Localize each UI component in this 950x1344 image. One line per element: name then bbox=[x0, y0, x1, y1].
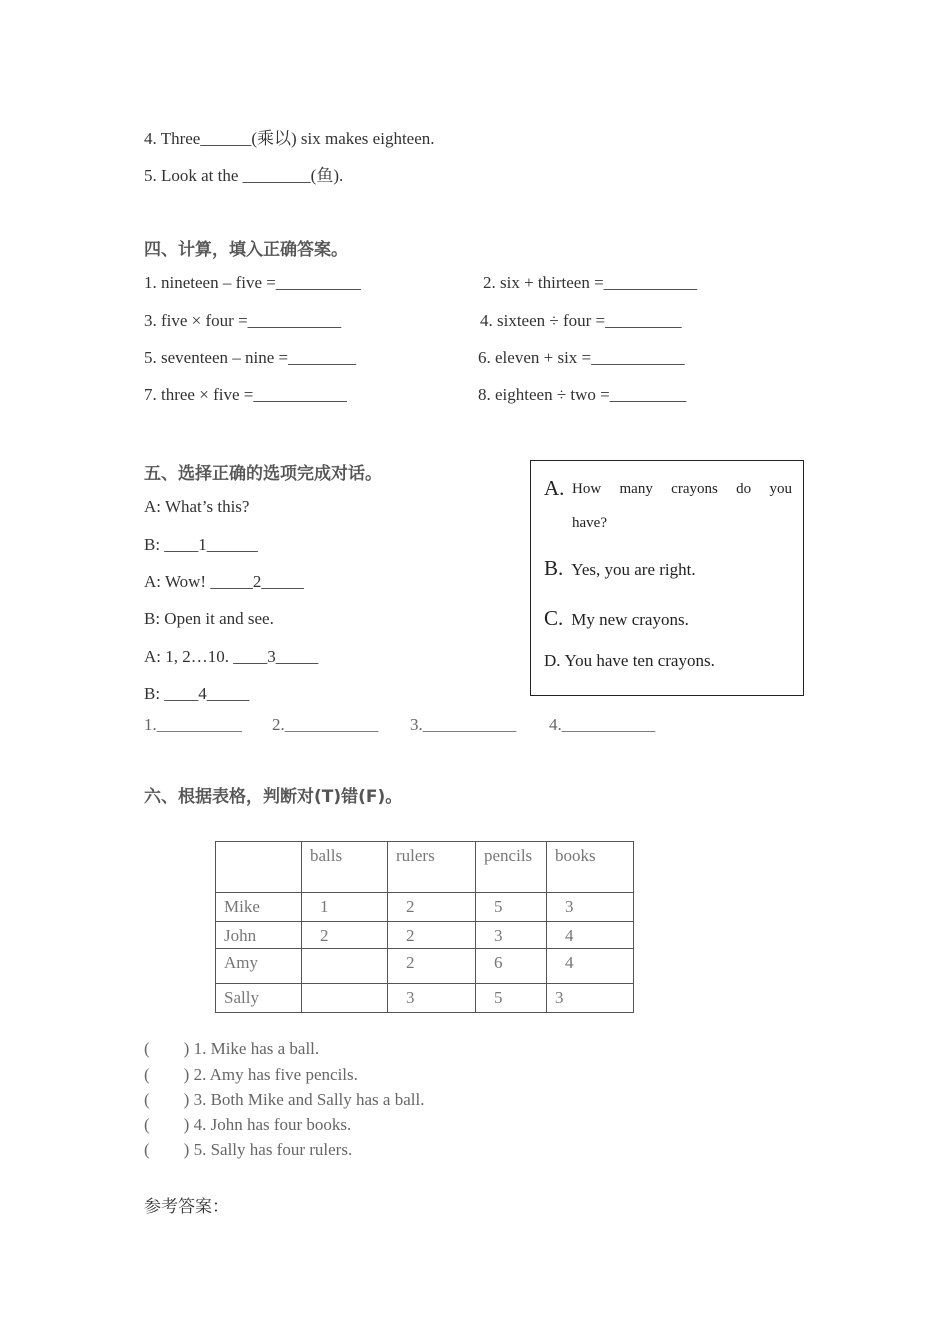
table-cell: 2 bbox=[388, 893, 476, 922]
answer-blank: 2.___________ bbox=[272, 715, 379, 734]
option-a bbox=[544, 476, 564, 501]
option-b bbox=[544, 556, 696, 581]
table-header-cell: pencils bbox=[476, 842, 547, 893]
dialogue-line: B: ____4_____ bbox=[144, 684, 250, 703]
table-cell: John bbox=[216, 922, 302, 949]
table-cell: 1 bbox=[302, 893, 388, 922]
section-6-title: 六、根据表格，判断对(T)错(F)。 bbox=[144, 787, 403, 807]
table-cell: Amy bbox=[216, 949, 302, 984]
dialogue-line: B: Open it and see. bbox=[144, 609, 274, 628]
table-cell: 2 bbox=[302, 922, 388, 949]
statement: ( ) 2. Amy has five pencils. bbox=[144, 1065, 358, 1084]
table-cell: 3 bbox=[388, 984, 476, 1013]
question-5: 5. Look at the ________(鱼). bbox=[144, 166, 344, 185]
calc-item: 5. seventeen – nine =________ bbox=[144, 348, 357, 367]
table-cell: 5 bbox=[476, 893, 547, 922]
option-c bbox=[544, 606, 689, 631]
dialogue-line: B: ____1______ bbox=[144, 535, 258, 554]
table-cell: 3 bbox=[476, 922, 547, 949]
section-5-title: 五、选择正确的选项完成对话。 bbox=[144, 464, 382, 484]
dialogue-line: A: Wow! _____2_____ bbox=[144, 572, 304, 591]
option-letter: D. bbox=[544, 651, 561, 670]
statement: ( ) 4. John has four books. bbox=[144, 1115, 352, 1134]
table-cell: 2 bbox=[388, 949, 476, 984]
table-row bbox=[216, 893, 634, 922]
calc-item: 3. five × four =___________ bbox=[144, 311, 342, 330]
option-text: My new crayons. bbox=[571, 610, 689, 629]
table-row bbox=[216, 949, 634, 984]
section-4-title: 四、计算，填入正确答案。 bbox=[144, 240, 348, 260]
statement: ( ) 5. Sally has four rulers. bbox=[144, 1140, 353, 1159]
calc-item: 6. eleven + six =___________ bbox=[478, 348, 685, 367]
option-text: Yes, you are right. bbox=[571, 560, 696, 579]
option-a-text-line2: have? bbox=[572, 515, 607, 531]
option-letter: B. bbox=[544, 556, 564, 580]
calc-item: 2. six + thirteen =___________ bbox=[483, 273, 698, 292]
answer-blank: 1.__________ bbox=[144, 715, 242, 734]
answers-heading: 参考答案： bbox=[144, 1197, 229, 1217]
option-letter: A. bbox=[544, 476, 565, 500]
calc-item: 7. three × five =___________ bbox=[144, 385, 347, 404]
table-row bbox=[216, 984, 634, 1013]
table-cell: Mike bbox=[216, 893, 302, 922]
table-cell: 5 bbox=[476, 984, 547, 1013]
table-cell: 4 bbox=[547, 922, 634, 949]
table-cell: 4 bbox=[547, 949, 634, 984]
calc-item: 4. sixteen ÷ four =_________ bbox=[480, 311, 682, 330]
table-cell bbox=[302, 984, 388, 1013]
option-letter: C. bbox=[544, 606, 564, 630]
table-header-cell bbox=[216, 842, 302, 893]
table-cell: 2 bbox=[388, 922, 476, 949]
statement: ( ) 3. Both Mike and Sally has a ball. bbox=[144, 1090, 425, 1109]
table-row bbox=[216, 922, 634, 949]
options-box bbox=[530, 460, 804, 696]
question-4: 4. Three______(乘以) six makes eighteen. bbox=[144, 129, 435, 148]
table-header-cell: rulers bbox=[388, 842, 476, 893]
statement: ( ) 1. Mike has a ball. bbox=[144, 1039, 320, 1058]
table-header-cell: books bbox=[547, 842, 634, 893]
dialogue-line: A: 1, 2…10. ____3_____ bbox=[144, 647, 319, 666]
table-cell bbox=[302, 949, 388, 984]
option-a-text-line1: How many crayons do you bbox=[572, 481, 792, 497]
option-d bbox=[544, 651, 715, 671]
table-cell: 3 bbox=[547, 984, 634, 1013]
answer-blank: 3.___________ bbox=[410, 715, 517, 734]
table-header-cell: balls bbox=[302, 842, 388, 893]
table-header-row bbox=[216, 842, 634, 893]
option-text: You have ten crayons. bbox=[564, 651, 715, 670]
dialogue-line: A: What’s this? bbox=[144, 497, 250, 516]
data-table bbox=[215, 841, 634, 1013]
table-cell: Sally bbox=[216, 984, 302, 1013]
calc-item: 8. eighteen ÷ two =_________ bbox=[478, 385, 687, 404]
table-cell: 3 bbox=[547, 893, 634, 922]
answer-blank: 4.___________ bbox=[549, 715, 656, 734]
calc-item: 1. nineteen – five =__________ bbox=[144, 273, 361, 292]
table-cell: 6 bbox=[476, 949, 547, 984]
